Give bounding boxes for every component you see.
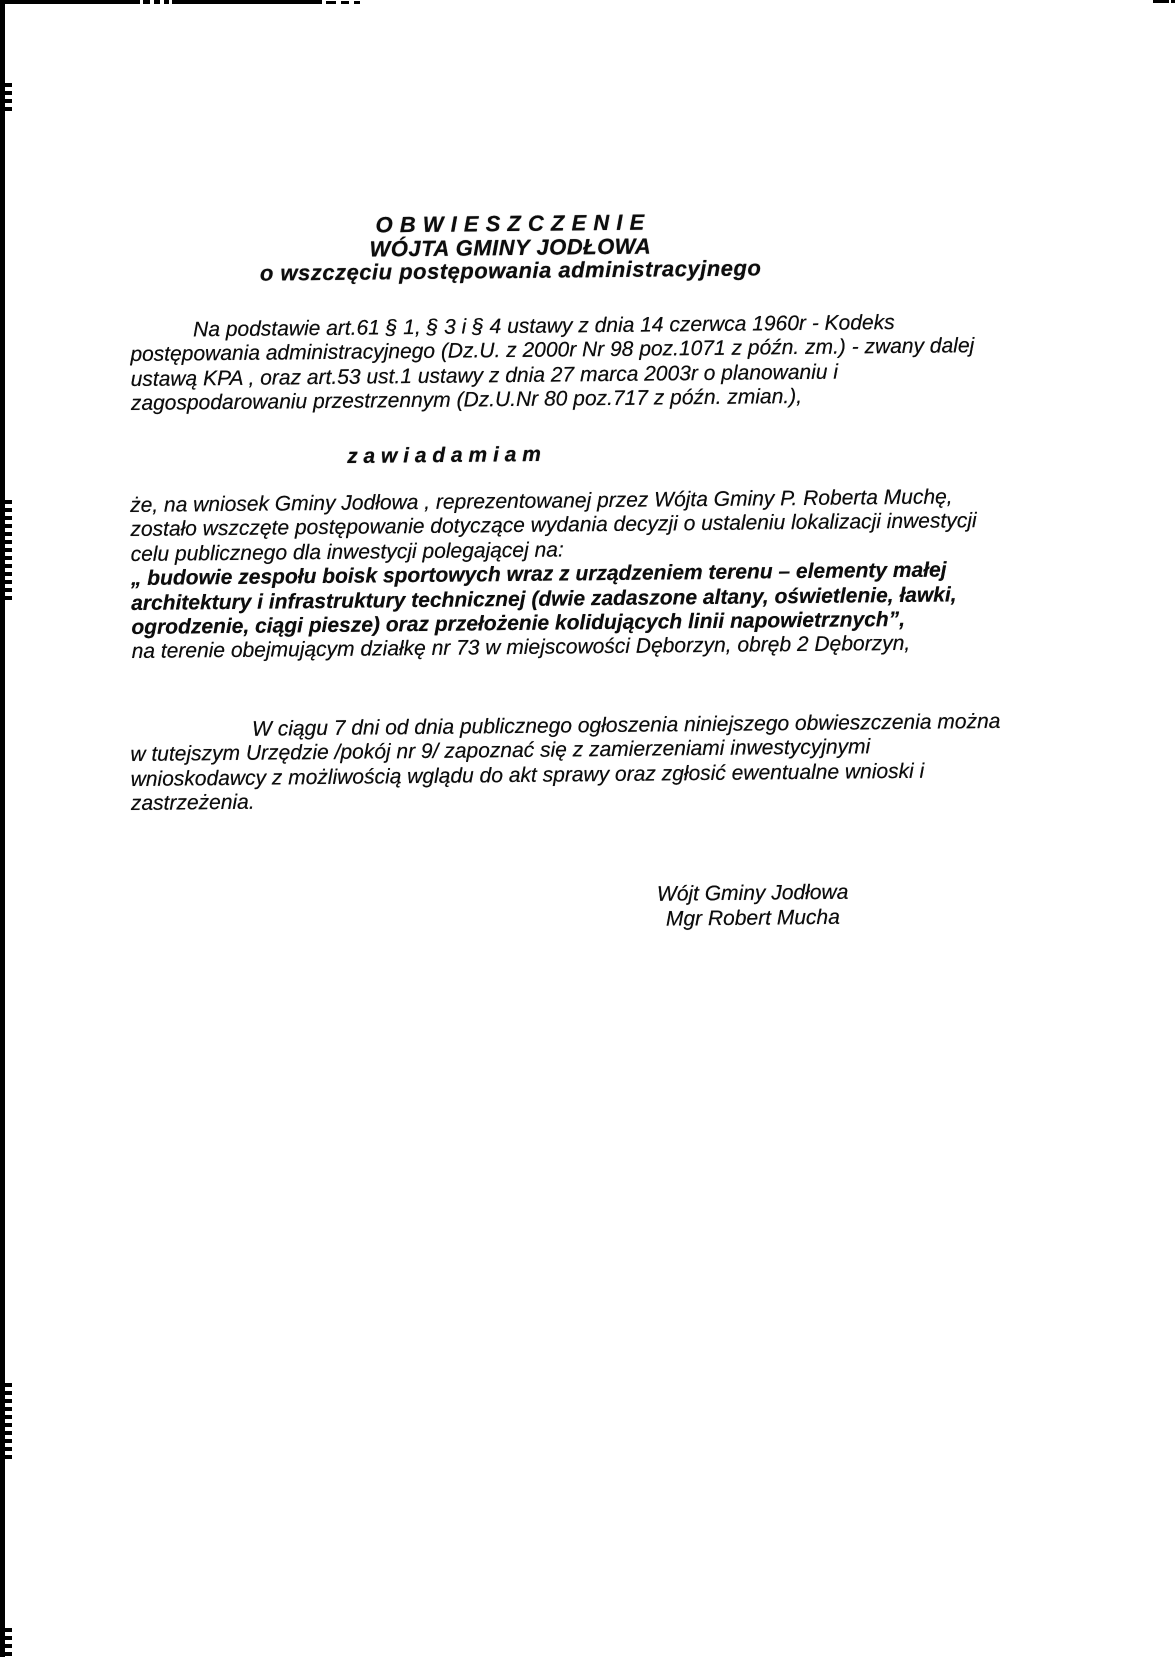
scan-edge-artifact-top xyxy=(341,1,349,4)
paragraph-line: że, na wniosek Gminy Jodłowa , reprezentowanej przez Wójta Gminy P. Roberta Muchę, xyxy=(130,485,953,517)
scan-edge-artifact-top xyxy=(172,0,322,4)
document-title xyxy=(130,208,891,286)
signature-title: Wójt Gminy Jodłowa xyxy=(656,880,849,906)
investment-description-line: architektury i infrastruktury technicznej (dwie zadaszone altany, oświetlenie, ławki, xyxy=(131,582,957,615)
scan-edge-serration xyxy=(0,500,12,600)
scan-edge-artifact-top xyxy=(0,0,140,4)
scan-edge-artifact-top xyxy=(154,0,160,4)
paragraph-line: wnioskodawcy z możliwością wglądu do akt sprawy oraz zgłosić ewentualne wnioski i xyxy=(130,759,925,791)
signature-block xyxy=(630,879,876,932)
scan-edge-artifact-top-right xyxy=(1171,0,1175,3)
paragraph-line: postępowania administracyjnego (Dz.U. z 2000r Nr 98 poz.1071 z późn. zm.) - zwany dalej xyxy=(130,334,975,367)
scan-edge-artifact-top xyxy=(164,0,169,4)
inspection-info-paragraph xyxy=(130,710,1001,817)
investment-description-line: ogrodzenie, ciągi piesze) oraz przełożenie kolidujących linii napowietrznych”, xyxy=(131,607,906,640)
scan-edge-serration xyxy=(0,1628,12,1657)
paragraph-line: na terenie obejmującym działkę nr 73 w miejscowości Dęborzyn, obręb 2 Dęborzyn, xyxy=(131,632,911,664)
title-line-obwieszczenie: O B W I E S Z C Z E N I E xyxy=(375,209,645,238)
paragraph-line: ustawą KPA , oraz art.53 ust.1 ustawy z dnia 27 marca 2003r o planowaniu i xyxy=(130,360,839,391)
scan-edge-artifact-top xyxy=(326,1,336,4)
notification-paragraph xyxy=(130,485,978,665)
scan-edge-artifact-top xyxy=(354,1,360,4)
scan-edge-artifact-top-right xyxy=(1153,0,1169,3)
title-line-subject: o wszczęciu postępowania administracyjnego xyxy=(259,255,762,286)
signature-name: Mgr Robert Mucha xyxy=(665,905,840,931)
paragraph-line: zostało wszczęte postępowanie dotyczące wydania decyzji o ustaleniu lokalizacji inwestycji xyxy=(130,509,977,542)
paragraph-line: w tutejszym Urzędzie /pokój nr 9/ zapoznać się z zamierzeniami inwestycyjnymi xyxy=(130,735,871,767)
paragraph-line: W ciągu 7 dni od dnia publicznego ogłoszenia niniejszego obwieszczenia można xyxy=(251,709,1001,741)
paragraph-line: Na podstawie art.61 § 1, § 3 i § 4 ustawy z dnia 14 czerwca 1960r - Kodeks xyxy=(192,310,895,342)
scan-edge-serration xyxy=(0,83,12,113)
legal-basis-paragraph xyxy=(130,310,975,416)
scan-edge-serration xyxy=(0,1383,12,1461)
notification-word: z a w i a d a m i a m xyxy=(347,442,541,468)
investment-description-line: „ budowie zespołu boisk sportowych wraz z urządzeniem terenu – elementy małej xyxy=(130,558,947,591)
paragraph-line: zastrzeżenia. xyxy=(130,790,255,816)
title-line-authority: WÓJTA GMINY JODŁOWA xyxy=(369,233,652,261)
paragraph-line: celu publicznego dla inwestycji polegającej na: xyxy=(130,538,564,566)
paragraph-line: zagospodarowaniu przestrzennym (Dz.U.Nr 80 poz.717 z późn. zmian.), xyxy=(130,384,803,415)
scan-edge-artifact-top xyxy=(143,0,150,4)
